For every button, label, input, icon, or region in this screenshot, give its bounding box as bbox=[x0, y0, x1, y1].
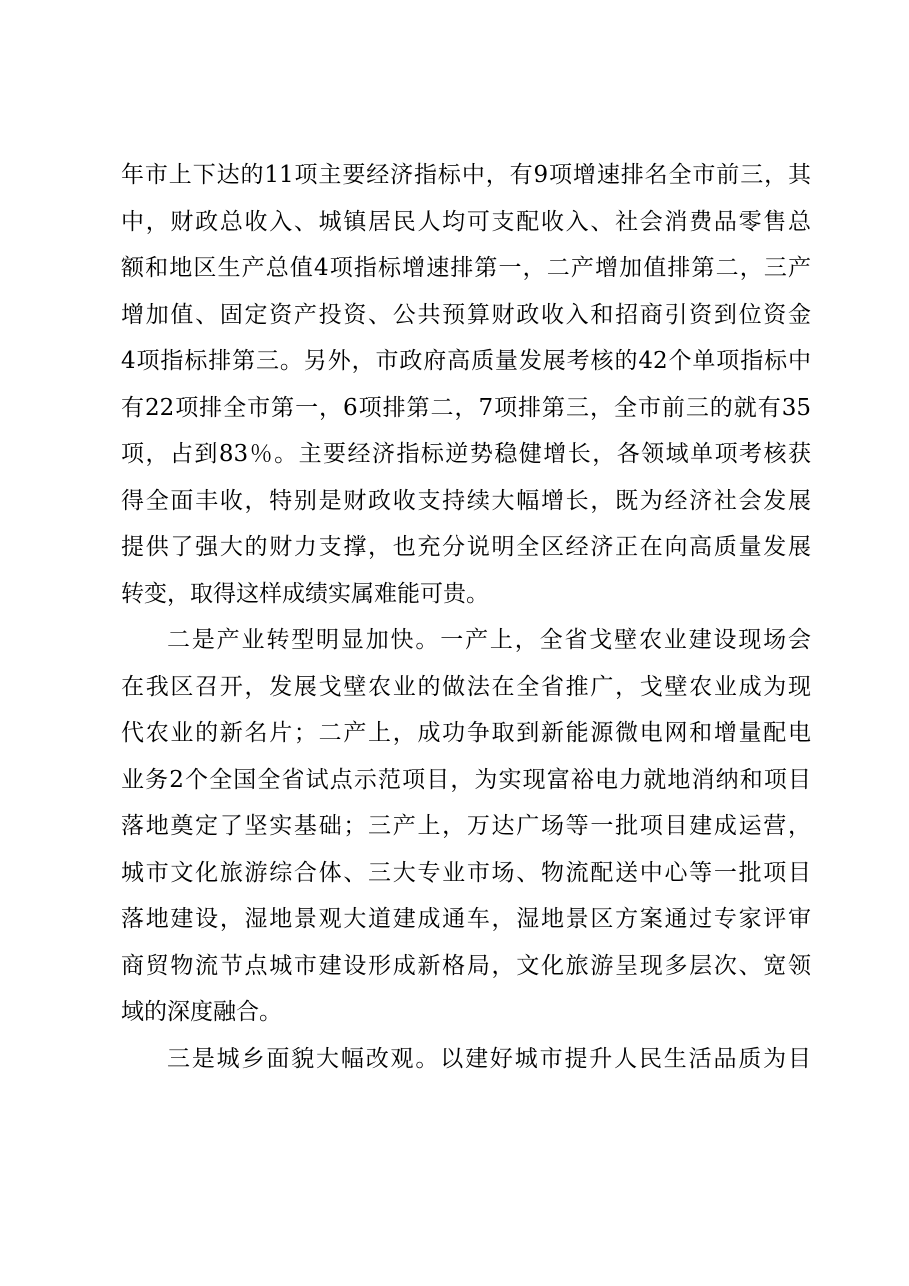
text-line: 项，占到83％。主要经济指标逆势稳健增长，各领域单项考核获 bbox=[121, 441, 811, 467]
text-line-first-indent: 二是产业转型明显加快。一产上，全省戈壁农业建设现场会 bbox=[167, 627, 811, 653]
text-line-first-indent: 三是城乡面貌大幅改观。以建好城市提升人民生活品质为目 bbox=[167, 1045, 811, 1072]
text-line: 代农业的新名片；二产上，成功争取到新能源微电网和增量配电 bbox=[121, 720, 811, 746]
text-line: 中，财政总收入、城镇居民人均可支配收入、社会消费品零售总 bbox=[121, 208, 811, 235]
paragraph-economic-indicators bbox=[121, 152, 811, 617]
text-line: 提供了强大的财力支撑，也充分说明全区经济正在向高质量发展 bbox=[121, 534, 811, 560]
text-line: 在我区召开，发展戈壁农业的做法在全省推广，戈壁农业成为现 bbox=[121, 673, 811, 700]
text-line: 有22项排全市第一，6项排第二，7项排第三，全市前三的就有35 bbox=[121, 394, 811, 421]
text-line-last: 转变，取得这样成绩实属难能可贵。 bbox=[121, 580, 489, 607]
text-line: 落地建设，湿地景观大道建成通车，湿地景区方案通过专家评审 bbox=[121, 906, 811, 932]
text-line: 商贸物流节点城市建设形成新格局，文化旅游呈现多层次、宽领 bbox=[121, 952, 811, 979]
text-line: 业务2个全国全省试点示范项目，为实现富裕电力就地消纳和项目 bbox=[121, 766, 811, 793]
document-body bbox=[121, 152, 811, 1082]
text-line-last: 域的深度融合。 bbox=[121, 999, 282, 1025]
text-line: 增加值、固定资产投资、公共预算财政收入和招商引资到位资金 bbox=[121, 301, 811, 328]
text-line: 城市文化旅游综合体、三大专业市场、物流配送中心等一批项目 bbox=[121, 859, 811, 886]
text-line: 得全面丰收，特别是财政收支持续大幅增长，既为经济社会发展 bbox=[121, 487, 811, 514]
paragraph-industrial-transformation bbox=[121, 617, 811, 1036]
text-line: 落地奠定了坚实基础；三产上，万达广场等一批项目建成运营， bbox=[121, 813, 811, 839]
text-line: 额和地区生产总值4项指标增速排第一，二产增加值排第二，三产 bbox=[121, 255, 811, 281]
text-line: 4项指标排第三。另外，市政府高质量发展考核的42个单项指标中 bbox=[121, 348, 811, 374]
paragraph-urban-rural bbox=[121, 1036, 811, 1083]
text-line: 年市上下达的11项主要经济指标中，有9项增速排名全市前三，其 bbox=[121, 162, 811, 188]
